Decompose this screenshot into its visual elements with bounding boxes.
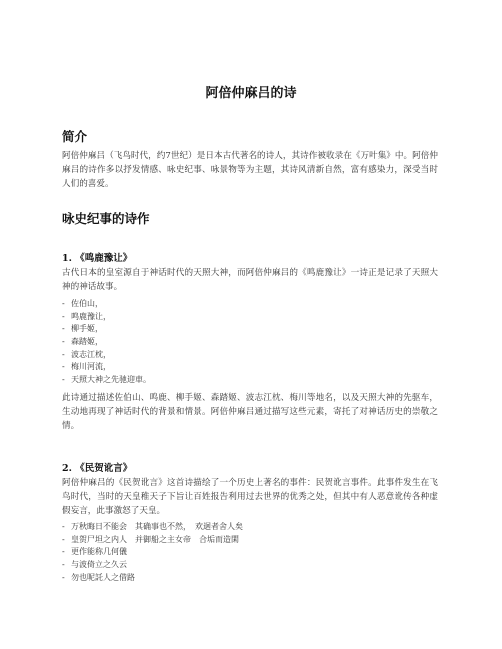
list-bullet: - — [62, 375, 65, 385]
list-bullet: - — [62, 311, 65, 321]
poem1-line-text: 森踏姬， — [71, 337, 103, 347]
poem2-line — [62, 521, 243, 534]
poem2-line — [62, 572, 243, 585]
poem1-line — [62, 298, 151, 311]
poem2-line — [62, 546, 243, 559]
list-bullet: - — [62, 572, 65, 582]
poem1-lines — [62, 298, 151, 387]
poem1-line-text: 梅川河流， — [71, 362, 111, 372]
poem1-line — [62, 323, 151, 336]
list-bullet: - — [62, 299, 65, 308]
poem2-lines — [62, 521, 243, 584]
poem1-line — [62, 374, 151, 387]
section-heading-history: 咏史纪事的诗作 — [62, 211, 150, 226]
poem1-line-text: 天照大神之先驰迎車。 — [71, 375, 151, 385]
poem1-heading: 1. 《鸣鹿豫让》 — [62, 253, 133, 264]
poem1-line-text: 波志江枕， — [71, 349, 111, 359]
list-bullet: - — [62, 547, 65, 557]
section-heading-intro: 简介 — [62, 129, 88, 144]
poem2-intro: 阿倍仲麻吕的《民贺讹言》这首诗描绘了一个历史上著名的事件：民贺讹言事件。此事件发生在飞鸟时代，当时的天皇稚天子下旨让百姓报告利用过去世界的优秀之处，但其中有人恶意讹传各种虚假妄言，此事激怒了天皇。 — [62, 478, 438, 516]
poem2-line-text: 万秋晦日不能会 其确事也不然， 欢迴者舍人矣 — [71, 522, 243, 531]
list-bullet: - — [62, 362, 65, 372]
list-bullet: - — [62, 522, 65, 531]
list-bullet: - — [62, 324, 65, 334]
poem2-line-text: 皇贺尸坦之内人 并御船之主女帝 合垢而造閑 — [71, 534, 239, 544]
poem2-line-text: 与波倚立之久云 — [71, 560, 127, 570]
poem2-line-text: 更作能称几何儀 — [71, 547, 127, 557]
list-bullet: - — [62, 337, 65, 347]
poem1-intro: 古代日本的皇室源自于神话时代的天照大神，而阿倍仲麻吕的《鸣鹿豫让》一诗正是记录了天照大神的神话故事。 — [62, 268, 438, 292]
poem2-line-text: 勿也呢託人之借路 — [71, 572, 135, 582]
poem2-line — [62, 559, 243, 572]
poem1-line — [62, 336, 151, 349]
poem1-line-text: 鸣鹿豫让， — [71, 311, 111, 321]
poem1-commentary: 此诗通过描述佐伯山、鸣鹿、柳手姬、森踏姬、波志江枕、梅川等地名，以及天照大神的先驱车，生动地再现了神话时代的背景和情景。阿倍仲麻吕通过描写这些元素，寄托了对神话历史的崇敬之情。 — [62, 393, 438, 431]
poem2-line — [62, 534, 243, 547]
page-title: 阿倍仲麻吕的诗 — [205, 86, 297, 101]
poem1-line — [62, 311, 151, 324]
intro-paragraph: 阿倍仲麻吕（飞鸟时代，约7世纪）是日本古代著名的诗人，其诗作被收录在《万叶集》中。阿倍仲麻吕的诗作多以抒发情感、咏史纪事、咏景物等为主题，其诗风清新自然，富有感染力，深受当时人们的喜爱。 — [62, 151, 438, 189]
list-bullet: - — [62, 534, 65, 544]
poem2-heading: 2. 《民贺讹言》 — [62, 463, 133, 474]
poem1-line-text: 佐伯山， — [71, 299, 103, 308]
poem1-line-text: 柳手姬， — [71, 324, 103, 334]
poem1-line — [62, 349, 151, 362]
list-bullet: - — [62, 560, 65, 570]
list-bullet: - — [62, 349, 65, 359]
poem1-line — [62, 361, 151, 374]
